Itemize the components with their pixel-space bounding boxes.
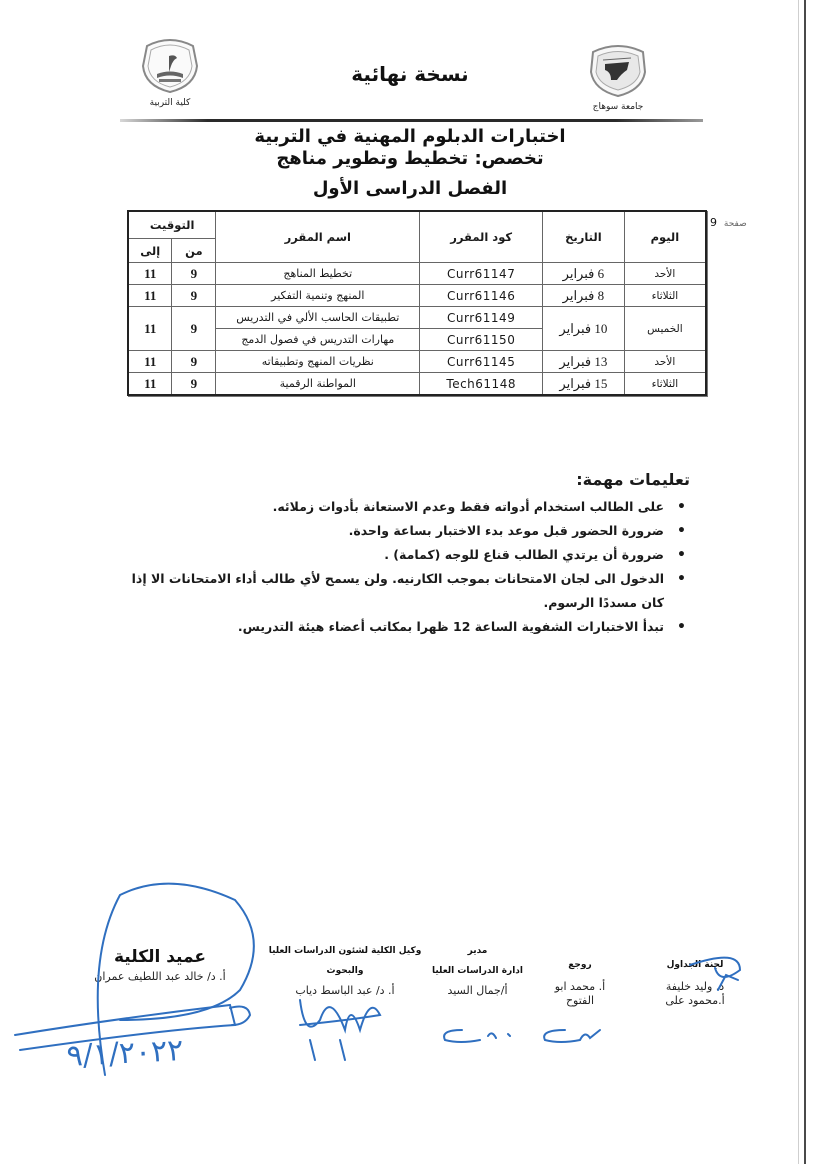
- instruction-item: • ضرورة الحضور قبل موعد بدء الاختبار بساعة واحدة.: [190, 519, 664, 543]
- page-edge-shadow: [798, 0, 799, 1164]
- cell-course: تطبيقات الحاسب الألي في التدريس: [216, 307, 420, 329]
- header-from: من: [172, 239, 216, 263]
- vice-dean-signature: [300, 1000, 380, 1060]
- university-emblem-icon: [587, 40, 649, 98]
- table-row: [128, 263, 706, 285]
- cell-to: 11: [128, 373, 172, 396]
- table-row: [128, 351, 706, 373]
- cell-day: الثلاثاء: [624, 373, 706, 396]
- page-number-value: 9: [710, 216, 717, 229]
- signature-role: مدير: [467, 946, 488, 956]
- cell-code: Curr61146: [420, 285, 543, 307]
- final-version-stamp: نسخة نهائية: [351, 62, 469, 86]
- signature-role: لجنة الجداول: [666, 960, 724, 970]
- cell-day: الثلاثاء: [624, 285, 706, 307]
- cell-to: 11: [128, 351, 172, 373]
- signature-role: روجع: [568, 960, 592, 970]
- cell-day: الأحد: [624, 263, 706, 285]
- cell-from: 9: [172, 263, 216, 285]
- signature-name: أ. محمد ابو: [554, 980, 606, 993]
- cell-course: تخطيط المناهج: [216, 263, 420, 285]
- page-number-label: صفحة: [723, 219, 747, 229]
- signature-name: أ. د/ عبد الباسط دياب: [295, 984, 395, 997]
- title-specialization: تخصص: تخطيط وتطوير مناهج: [276, 148, 544, 169]
- cell-to: 11: [128, 285, 172, 307]
- signature-role: عميد الكلية: [114, 947, 206, 967]
- instruction-item: • على الطالب استخدام أدواته فقط وعدم الاستعانة بأدوات زملائه.: [190, 495, 664, 519]
- cell-day: الخميس: [624, 307, 706, 351]
- university-logo: [578, 40, 658, 112]
- cell-to: 11: [128, 263, 172, 285]
- cell-from: 9: [172, 285, 216, 307]
- cell-date: 8 فبراير: [543, 285, 625, 307]
- instruction-item: • ضرورة أن يرتدي الطالب قناع للوجه (كمامة) .: [190, 543, 664, 567]
- faculty-logo-caption: كلية التربية: [149, 98, 191, 108]
- signature-name: أ.محمود على: [665, 994, 725, 1007]
- signature-dean: [80, 947, 240, 984]
- reviewed-signature: [544, 1030, 600, 1042]
- header-day: اليوم: [624, 211, 706, 263]
- title-main: اختبارات الدبلوم المهنية في التربية: [254, 126, 566, 147]
- university-logo-caption: جامعة سوهاج: [592, 102, 644, 112]
- cell-date: 15 فبراير: [543, 373, 625, 396]
- table-row: [128, 285, 706, 307]
- signature-name: د. وليد خليفة: [665, 980, 725, 993]
- signature-schedules-committee: [650, 958, 740, 1008]
- cell-from: 9: [172, 307, 216, 351]
- cell-from: 9: [172, 373, 216, 396]
- table-row: [128, 307, 706, 329]
- exam-schedule-table: [127, 210, 707, 396]
- table-row: [128, 373, 706, 396]
- header-date: التاريخ: [543, 211, 625, 263]
- cell-course: مهارات التدريس في فصول الدمج: [216, 329, 420, 351]
- signature-role: ادارة الدراسات العليا: [431, 966, 524, 976]
- signature-role: وكيل الكلية لشئون الدراسات العليا: [268, 946, 422, 956]
- postgrad-director-signature: [444, 1030, 510, 1042]
- cell-code: Tech61148: [420, 373, 543, 396]
- header-to: إلى: [128, 239, 172, 263]
- cell-date: 13 فبراير: [543, 351, 625, 373]
- handwritten-date: ٩/١/٢٠٢٢: [65, 1032, 185, 1075]
- faculty-logo: [130, 36, 210, 108]
- instruction-item: • الدخول الى لجان الامتحانات بموجب الكارنيه. ولن يسمح لأي طالب أداء الامتحانات الا إذا كان مسددًا الرسوم.: [124, 567, 664, 615]
- document-titles: [200, 126, 620, 200]
- signature-name: أ/جمال السيد: [447, 984, 508, 997]
- cell-code: Curr61149: [420, 307, 543, 329]
- faculty-emblem-icon: [139, 36, 201, 94]
- cell-day: الأحد: [624, 351, 706, 373]
- signature-reviewed: [545, 958, 615, 1008]
- instruction-item: • تبدأ الاختبارات الشفوية الساعة 12 ظهرا بمكاتب أعضاء هيئة التدريس.: [190, 615, 664, 639]
- signature-name: أ. د/ خالد عبد اللطيف عمران: [94, 970, 226, 983]
- header-course: اسم المقرر: [216, 211, 420, 263]
- header-divider: [120, 119, 703, 122]
- cell-course: المواطنة الرقمية: [216, 373, 420, 396]
- cell-date: 10 فبراير: [543, 307, 625, 351]
- cell-course: المنهج وتنمية التفكير: [216, 285, 420, 307]
- cell-date: 6 فبراير: [543, 263, 625, 285]
- instructions-heading: تعليمات مهمة:: [576, 470, 690, 489]
- header-timing: التوقيت: [128, 211, 216, 239]
- table-header-row: [128, 211, 706, 239]
- cell-from: 9: [172, 351, 216, 373]
- cell-code: Curr61150: [420, 329, 543, 351]
- page-edge: [804, 0, 806, 1164]
- cell-course: نظريات المنهج وتطبيقاته: [216, 351, 420, 373]
- page-number: [710, 216, 747, 229]
- header-code: كود المقرر: [420, 211, 543, 263]
- signature-vice-dean: [265, 944, 425, 998]
- instructions-section: [131, 470, 690, 639]
- signature-role: والبحوث: [326, 966, 364, 976]
- cell-to: 11: [128, 307, 172, 351]
- instructions-list: [131, 495, 690, 639]
- title-semester: الفصل الدراسى الأول: [312, 178, 508, 199]
- cell-code: Curr61145: [420, 351, 543, 373]
- signature-postgrad-director: [420, 944, 535, 998]
- cell-code: Curr61147: [420, 263, 543, 285]
- signature-name: الفتوح: [565, 994, 595, 1007]
